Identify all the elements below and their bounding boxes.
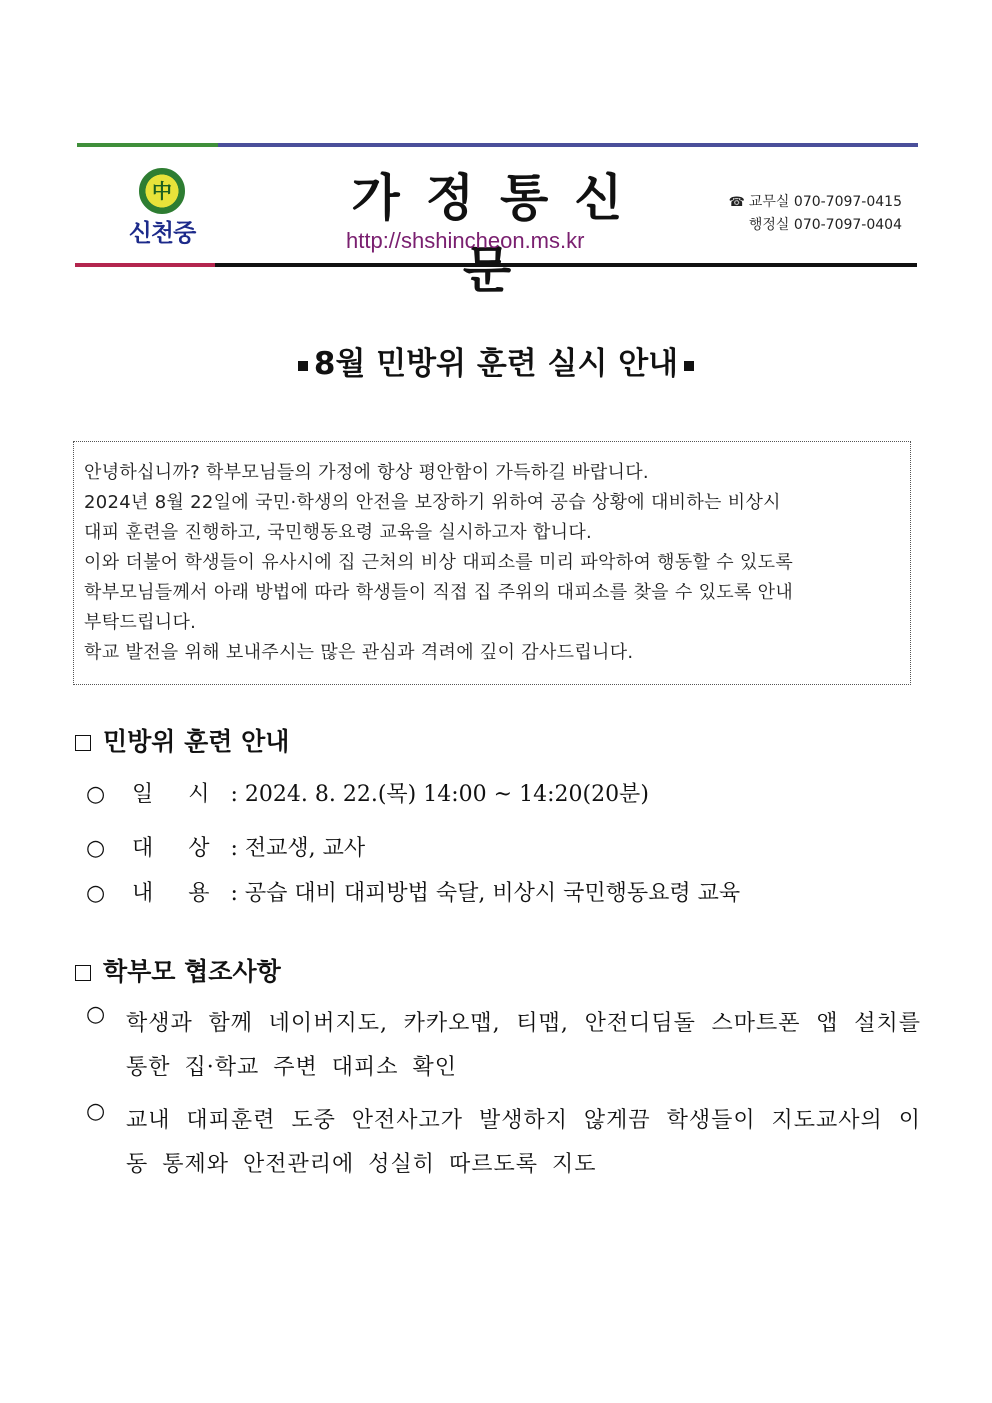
cooperation-item	[86, 1002, 921, 1090]
circle-bullet-icon: ○	[86, 1099, 106, 1124]
item-separator: :	[223, 782, 245, 807]
notice-title-text: 8월 민방위 훈련 실시 안내	[313, 346, 679, 382]
circle-bullet-icon: ○	[86, 881, 106, 906]
header-rule-bottom-red	[75, 263, 215, 267]
cooperation-text: 학생과 함께 네이버지도, 카카오맵, 티맵, 안전디딤돌 스마트폰 앱 설치를 통한 집·학교 주변 대피소 확인	[126, 1011, 921, 1080]
training-item-date	[86, 777, 649, 808]
intro-line: 학부모님들께서 아래 방법에 따라 학생들이 직접 집 주위의 대피소를 찾을 수 있도록 안내	[84, 582, 794, 603]
section-heading-text: 민방위 훈련 안내	[103, 727, 290, 756]
contact-number: 070-7097-0404	[793, 217, 902, 233]
intro-line: 대피 훈련을 진행하고, 국민행동요령 교육을 실시하고자 합니다.	[84, 522, 593, 543]
item-value: 전교생, 교사	[244, 836, 366, 861]
training-item-target	[86, 831, 365, 862]
school-logo-glyph: 中	[152, 179, 172, 203]
phone-icon: ☎	[728, 195, 745, 210]
header-rule-top-blue	[218, 143, 918, 147]
intro-line: 학교 발전을 위해 보내주시는 많은 관심과 격려에 깊이 감사드립니다.	[84, 642, 634, 663]
intro-line: 2024년 8월 22일에 국민·학생의 안전을 보장하기 위하여 공습 상황에 대비하는 비상시	[84, 492, 781, 513]
training-item-content	[86, 876, 740, 907]
contact-number: 070-7097-0415	[793, 194, 902, 210]
checkbox-square-icon	[75, 735, 91, 751]
item-separator: :	[223, 836, 245, 861]
document-title: 가정통신문	[351, 169, 649, 299]
contact-row-office	[722, 191, 902, 214]
checkbox-square-icon	[75, 965, 91, 981]
cooperation-item	[86, 1099, 921, 1187]
circle-bullet-icon: ○	[86, 836, 106, 861]
intro-box	[73, 441, 911, 685]
notice-title	[0, 338, 992, 383]
contact-block	[722, 191, 902, 236]
intro-line: 이와 더불어 학생들이 유사시에 집 근처의 비상 대피소를 미리 파악하여 행동할 수 있도록	[84, 552, 794, 573]
item-key: 내 용	[132, 881, 224, 906]
contact-label: 교무실	[748, 194, 790, 210]
circle-bullet-icon: ○	[86, 782, 106, 807]
school-logo-icon	[139, 168, 185, 214]
black-square-icon	[298, 361, 308, 371]
item-value: 2024. 8. 22.(목) 14:00 ~ 14:20(20분)	[244, 782, 649, 807]
contact-label: 행정실	[748, 217, 790, 233]
contact-row-admin	[722, 214, 902, 236]
item-value: 공습 대비 대피방법 숙달, 비상시 국민행동요령 교육	[244, 881, 741, 906]
item-key: 대 상	[132, 836, 224, 861]
header-rule-top-green	[77, 143, 218, 147]
school-name: 신천중	[128, 219, 196, 247]
item-separator: :	[223, 881, 245, 906]
intro-line: 안녕하십니까? 학부모님들의 가정에 항상 평안함이 가득하길 바랍니다.	[84, 462, 649, 483]
section-heading-training	[75, 722, 289, 758]
school-url-link[interactable]: http://shshincheon.ms.kr	[346, 228, 585, 253]
black-square-icon	[684, 361, 694, 371]
section-heading-text: 학부모 협조사항	[103, 957, 281, 986]
section-heading-cooperation	[75, 952, 281, 988]
item-key: 일 시	[132, 782, 224, 807]
cooperation-text: 교내 대피훈련 도중 안전사고가 발생하지 않게끔 학생들이 지도교사의 이동 통제와 안전관리에 성실히 따르도록 지도	[126, 1108, 921, 1177]
circle-bullet-icon: ○	[86, 1002, 106, 1027]
intro-line: 부탁드립니다.	[84, 612, 197, 633]
